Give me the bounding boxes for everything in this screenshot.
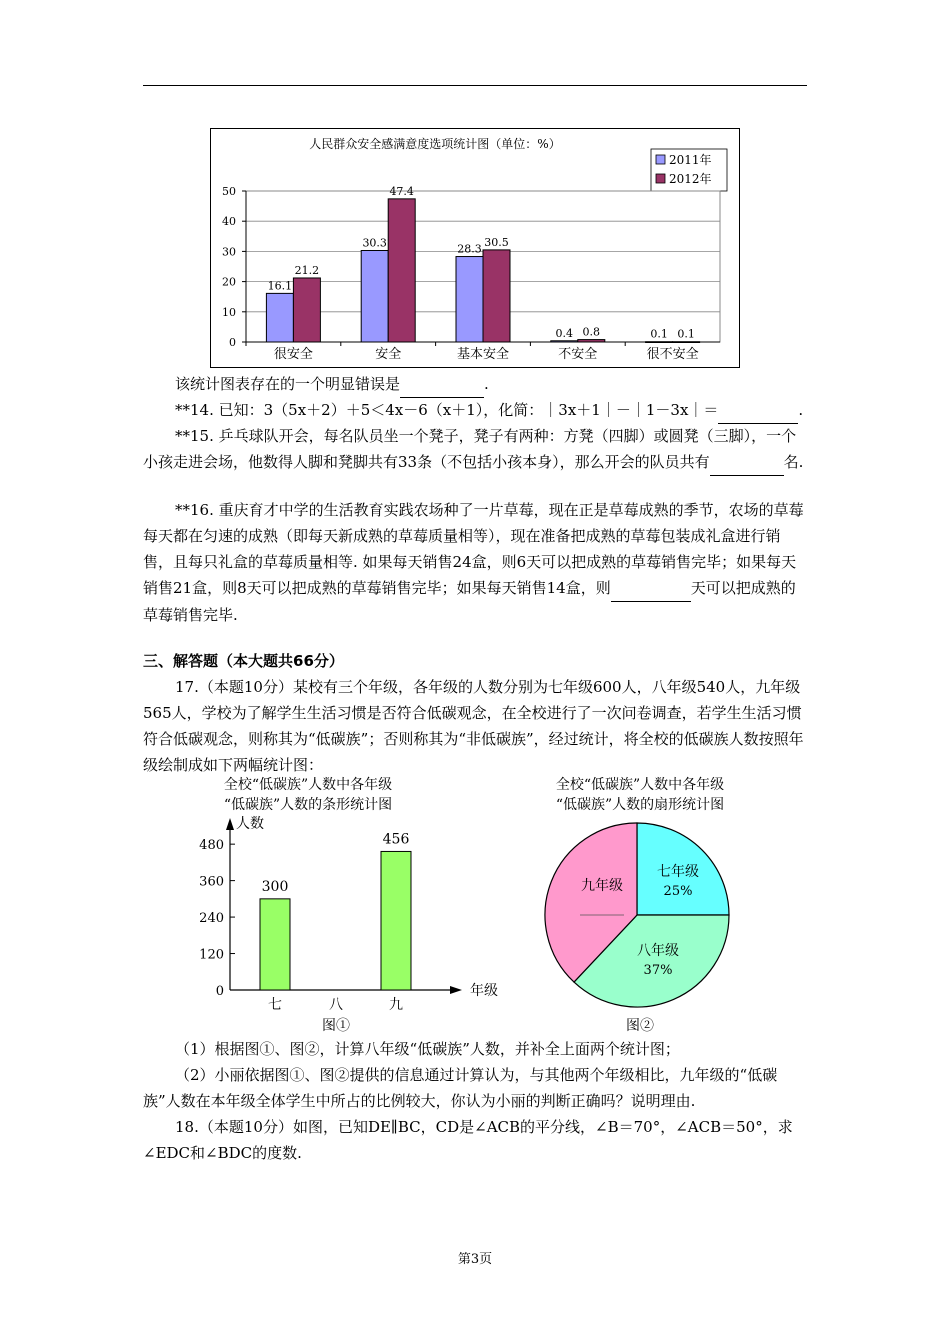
data-label: 0.1 xyxy=(677,327,695,341)
data-label: 47.4 xyxy=(389,184,414,198)
y-axis-arrow xyxy=(226,818,234,830)
chart-title-line-2: “低碳族”人数的条形统计图 xyxy=(223,797,393,813)
data-label: 16.1 xyxy=(267,279,293,293)
chart-title: 人民群众安全感满意度选项统计图（单位：%） xyxy=(309,137,561,151)
data-label: 21.2 xyxy=(294,263,320,277)
slice-label: 九年级 xyxy=(581,878,623,894)
x-category-label: 九 xyxy=(389,997,403,1013)
question-16 xyxy=(143,497,807,628)
bar-2011 xyxy=(551,341,578,342)
legend-swatch xyxy=(656,174,665,183)
q17-part-1: （1）根据图①、图②，计算八年级“低碳族”人数，并补全上面两个统计图； xyxy=(175,1040,680,1058)
q14-text: **14. 已知：3（5x＋2）＋5＜4x－6（x＋1），化简：｜3x＋1｜－｜1－3x｜＝ xyxy=(175,401,719,419)
answer-blank[interactable] xyxy=(611,575,691,602)
grade-bar-chart xyxy=(180,772,510,1038)
bar-grade xyxy=(260,899,290,990)
bar-2011 xyxy=(456,257,483,342)
bar-value-label: 456 xyxy=(382,831,410,848)
chart-title-line-1: 全校“低碳族”人数中各年级 xyxy=(223,777,393,793)
y-tick-label: 480 xyxy=(199,838,224,854)
figure-caption: 图① xyxy=(322,1018,350,1034)
grade-pie-chart-svg xyxy=(520,772,770,1034)
grade-bar-chart-svg xyxy=(180,772,510,1034)
q13-end: . xyxy=(484,375,489,393)
x-axis-arrow xyxy=(450,986,462,994)
data-label: 0.4 xyxy=(555,326,574,340)
x-category-label: 七 xyxy=(268,997,282,1013)
q15-text: **15. 乒乓球队开会，每名队员坐一个凳子，凳子有两种：方凳（四脚）或圆凳（三脚），一个小孩走进会场，他数得人脚和凳脚共有33条（不包括小孩本身），那么开会的队员共有 xyxy=(143,427,797,471)
legend-label: 2011年 xyxy=(669,153,712,167)
header-rule xyxy=(143,85,807,86)
legend-swatch xyxy=(656,155,665,164)
bar-2012 xyxy=(293,278,320,342)
bar-value-label: 300 xyxy=(261,878,289,895)
y-tick-label: 20 xyxy=(222,275,236,289)
question-17-parts xyxy=(143,1036,807,1166)
y-tick-label: 10 xyxy=(222,305,236,319)
y-tick-label: 0 xyxy=(215,984,224,999)
data-label: 0.8 xyxy=(582,325,601,339)
bar-2012 xyxy=(578,340,605,342)
q14-end: . xyxy=(798,401,804,419)
x-category-label: 很不安全 xyxy=(646,347,699,362)
bar-2012 xyxy=(483,250,510,342)
y-tick-label: 40 xyxy=(222,215,236,229)
q13-text: 该统计图表存在的一个明显错误是 xyxy=(175,375,401,393)
figure-caption: 图② xyxy=(626,1018,654,1034)
section-3 xyxy=(143,648,807,778)
y-tick-label: 120 xyxy=(199,947,224,963)
bar-2011 xyxy=(361,250,388,342)
data-label: 28.3 xyxy=(457,242,482,256)
y-tick-label: 360 xyxy=(199,874,224,890)
legend-label: 2012年 xyxy=(669,172,712,186)
answer-blank[interactable] xyxy=(710,449,784,476)
grade-pie-chart xyxy=(520,772,770,1038)
y-tick-label: 50 xyxy=(222,185,236,198)
x-category-label: 安全 xyxy=(375,347,402,362)
y-tick-label: 0 xyxy=(229,336,236,349)
answer-blank[interactable] xyxy=(400,371,484,398)
q16-end: 天可以把成熟的草莓销售完毕. xyxy=(143,579,796,624)
page-number: 第3页 xyxy=(457,1252,493,1267)
q17-part-2: （2）小丽依据图①、图②提供的信息通过计算认为，与其他两个年级相比，九年级的“低碳族”人数在本年级全体学生中所占的比例较大，你认为小丽的判断正确吗？说明理由. xyxy=(143,1066,778,1110)
question-15 xyxy=(143,423,807,476)
chart-title-line-2: “低碳族”人数的扇形统计图 xyxy=(555,797,725,813)
satisfaction-bar-chart xyxy=(210,128,740,368)
q17-text: 17.（本题10分）某校有三个年级，各年级的人数分别为七年级600人，八年级540人，九年级565人，学校为了解学生生活习惯是否符合低碳观念，在全校进行了一次问卷调查，若学生生活习惯符合低碳观念，则称其为“低碳族”；否则称其为“非低碳族”，经过统计，将全校的低碳族人数按照年级绘制成如下两幅统计图： xyxy=(143,678,804,774)
slice-label: 七年级 xyxy=(657,864,699,880)
bar-grade xyxy=(381,851,411,990)
q15-end: 名. xyxy=(783,453,804,471)
q18-text: 18.（本题10分）如图，已知DE∥BC，CD是∠ACB的平分线，∠B＝70°，∠ACB＝50°，求∠EDC和∠BDC的度数. xyxy=(143,1118,793,1162)
slice-percent: 37% xyxy=(643,963,673,978)
y-tick-label: 30 xyxy=(222,245,236,259)
x-category-label: 很安全 xyxy=(273,347,313,362)
slice-label: 八年级 xyxy=(637,943,679,959)
bar-2012 xyxy=(673,342,700,343)
slice-percent: 25% xyxy=(663,884,693,899)
question-14 xyxy=(143,397,807,424)
x-category-label: 不安全 xyxy=(558,347,598,362)
data-label: 30.3 xyxy=(362,236,387,250)
question-13-tail xyxy=(143,371,807,398)
bar-2012 xyxy=(388,199,415,342)
section-heading: 三、解答题（本大题共66分） xyxy=(143,652,344,670)
y-axis-label: 人数 xyxy=(236,816,264,832)
satisfaction-chart-svg xyxy=(210,128,740,368)
q16-text: **16. 重庆育才中学的生活教育实践农场种了一片草莓，现在正是草莓成熟的季节，农场的草莓每天都在匀速的成熟（即每天新成熟的草莓质量相等），现在准备把成熟的草莓包装成礼盒进行销售，且每只礼盒的草莓质量相等. 如果每天销售24盒，则6天可以把成熟的草莓销售完毕；如果每天销售21盒，则8天可以把成熟的草莓销售完毕；如果每天销售14盒，则 xyxy=(143,501,804,597)
x-axis-label: 年级 xyxy=(470,983,498,999)
data-label: 30.5 xyxy=(484,235,509,249)
y-tick-label: 240 xyxy=(199,911,224,927)
x-category-label: 八 xyxy=(329,997,343,1013)
answer-blank[interactable] xyxy=(718,397,798,424)
data-label: 0.1 xyxy=(650,327,668,341)
x-category-label: 基本安全 xyxy=(456,347,510,362)
chart-title-line-1: 全校“低碳族”人数中各年级 xyxy=(555,777,725,793)
bar-2011 xyxy=(266,293,293,342)
bar-2011 xyxy=(646,342,673,343)
